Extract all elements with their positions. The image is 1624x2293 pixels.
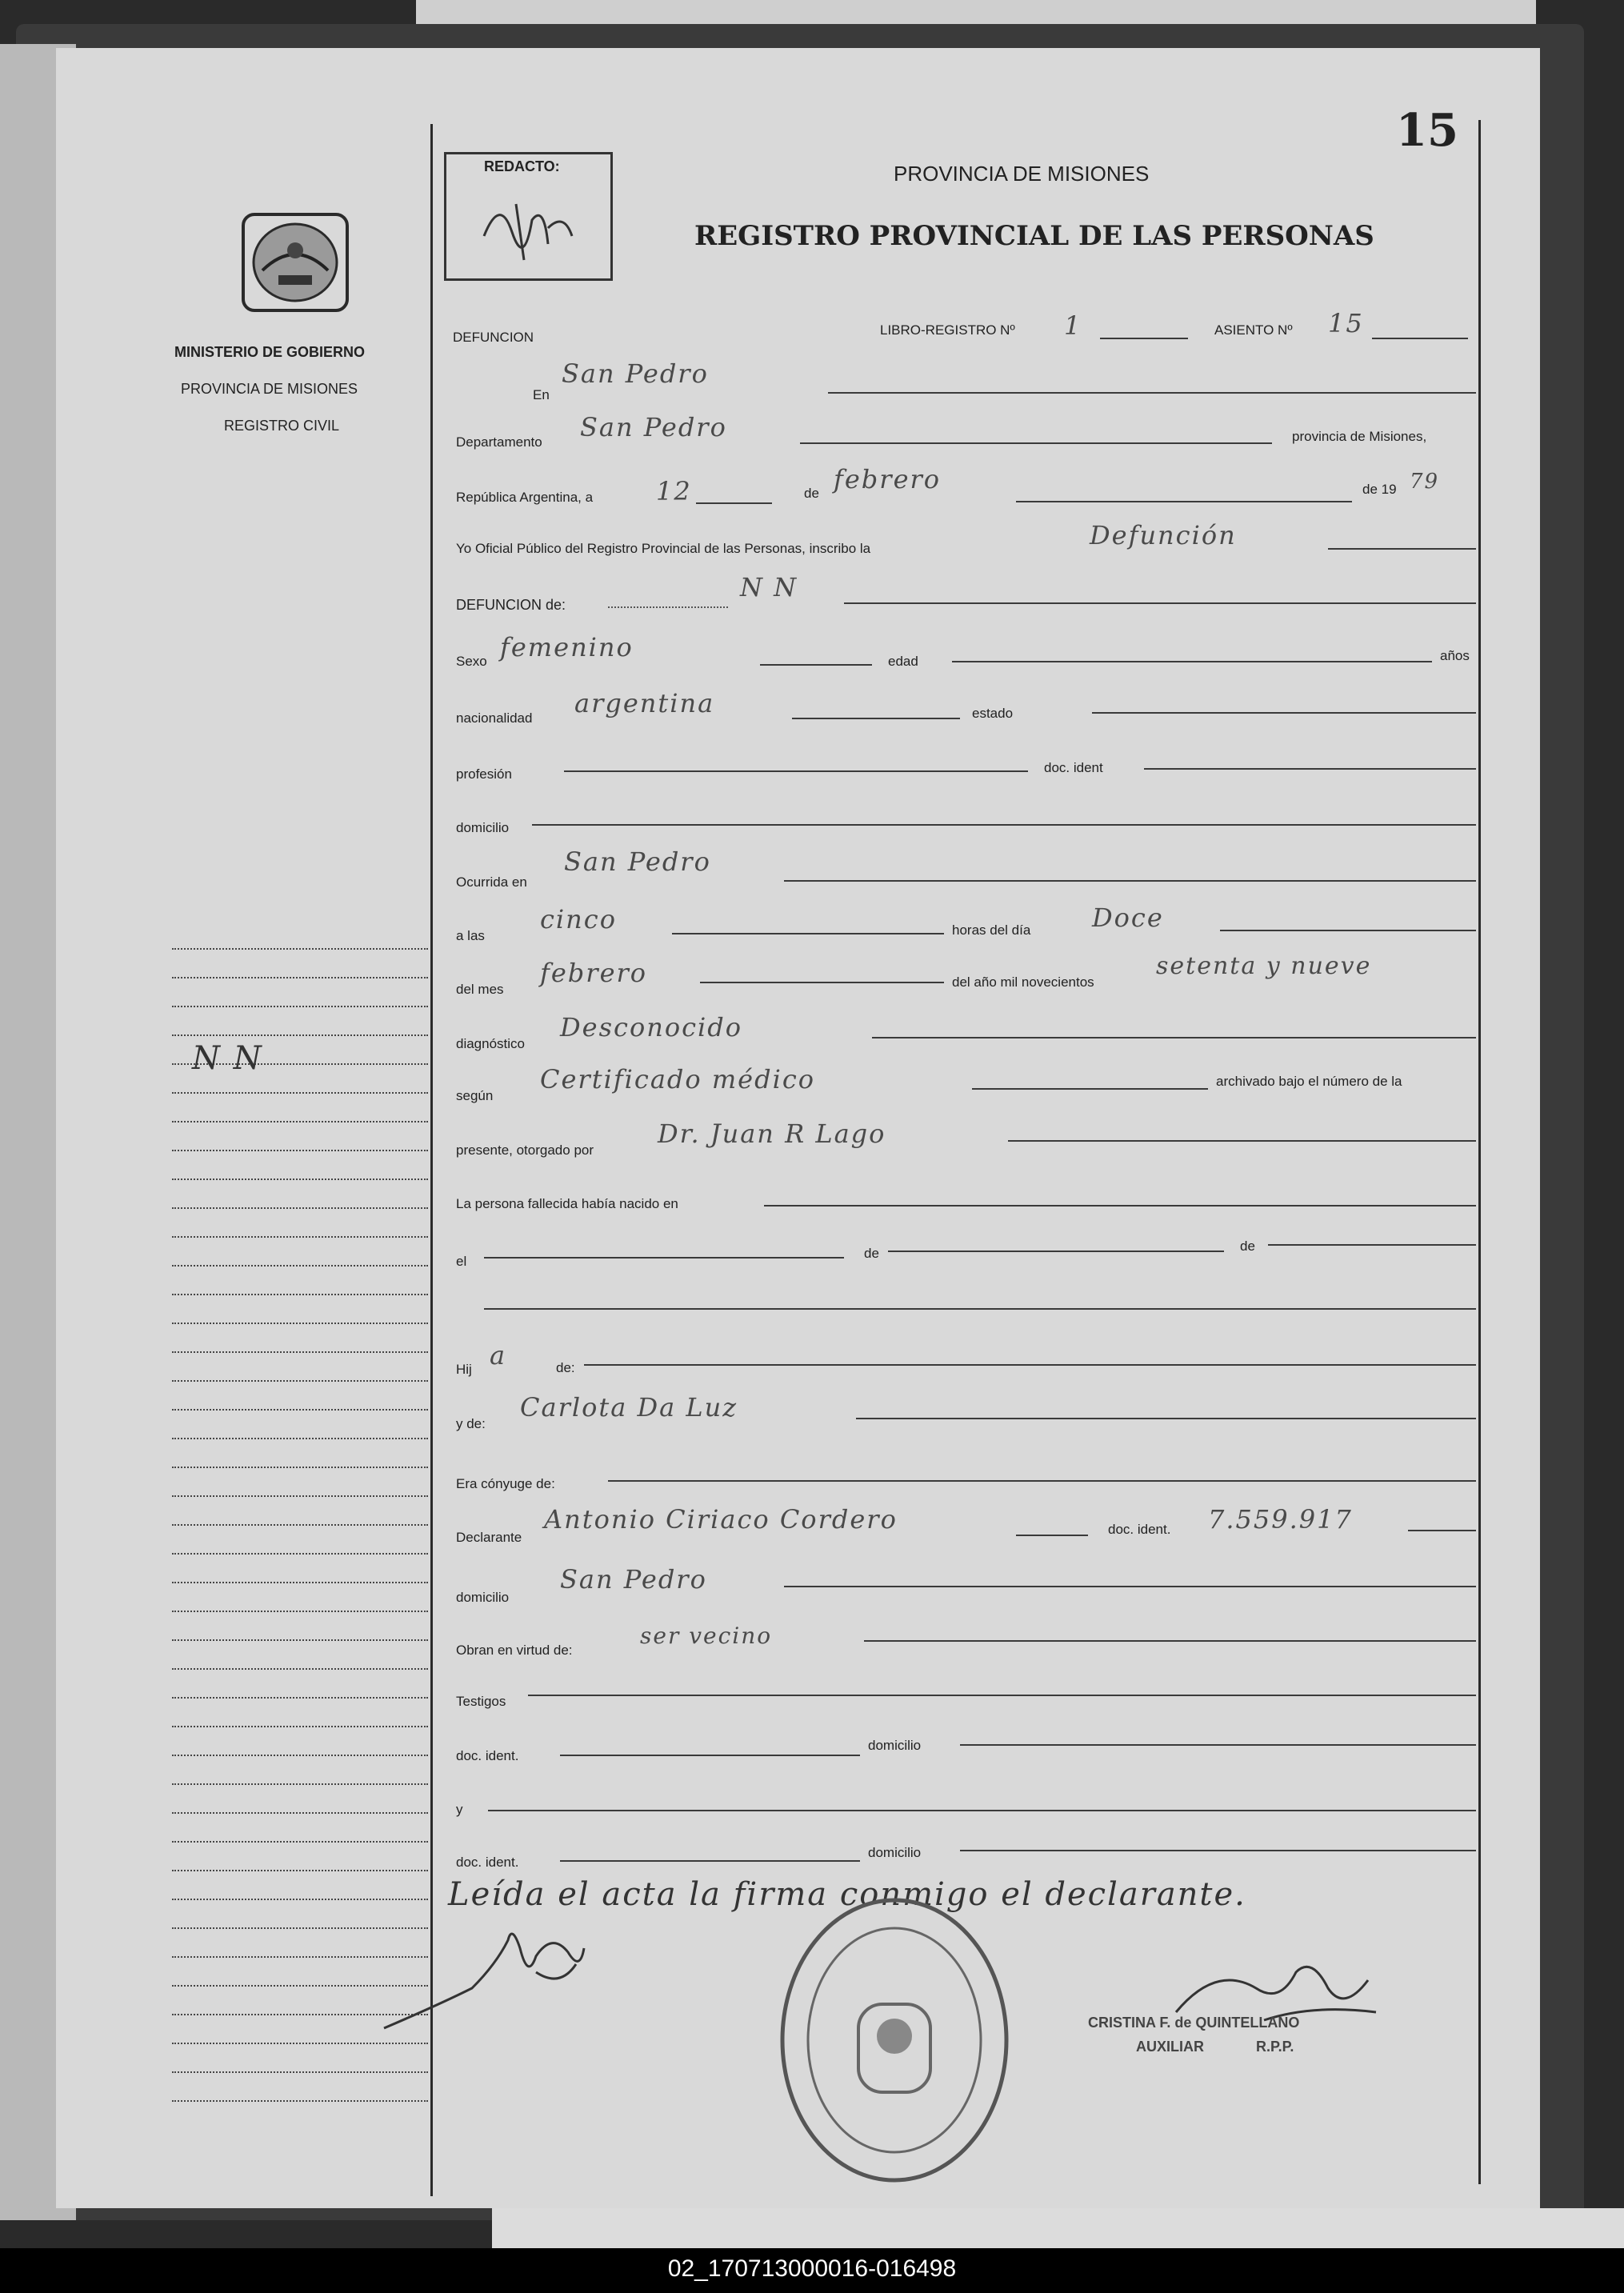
t1-doc-label: doc. ident.: [456, 1748, 519, 1763]
asiento-value: 15: [1328, 308, 1364, 338]
del-mes-label: del mes: [456, 982, 504, 997]
horas-line: [1220, 930, 1476, 931]
sidebar-note-line: [172, 1092, 428, 1094]
declarante-doc-label: doc. ident.: [1108, 1522, 1171, 1537]
estado-label: estado: [972, 706, 1014, 721]
official-stamp-line1: CRISTINA F. de QUINTELLANO: [1088, 2015, 1300, 2031]
oficial-line: [1328, 548, 1476, 550]
defuncion-de-dotline: [608, 606, 728, 608]
sidebar-note-line: [172, 1553, 428, 1555]
t2-doc-label: doc. ident.: [456, 1855, 519, 1870]
sidebar-note-line: [172, 1899, 428, 1900]
libro-line: [1100, 338, 1188, 339]
sexo-label: Sexo: [456, 654, 487, 669]
sidebar-note-line: [172, 1294, 428, 1295]
dia-line: [696, 502, 772, 504]
sidebar-note-line: [172, 1668, 428, 1670]
sidebar-note-line: [172, 1467, 428, 1468]
ocurrida-line: [784, 880, 1476, 882]
obran-value: ser vecino: [640, 1623, 773, 1649]
asiento-line: [1372, 338, 1468, 339]
ocurrida-label: Ocurrida en: [456, 874, 527, 890]
de-label: de: [804, 486, 819, 501]
t2-doc-line: [560, 1860, 860, 1862]
horas-label: horas del día: [952, 922, 1031, 938]
conyuge-label: Era cónyuge de:: [456, 1476, 555, 1491]
profesion-line: [564, 770, 1028, 772]
departamento-line: [800, 442, 1272, 444]
el-line: [484, 1257, 844, 1259]
defuncion-de-line: [844, 602, 1476, 604]
sidebar-note-line: [172, 2100, 428, 2102]
official-stamp-line3: R.P.P.: [1256, 2039, 1294, 2055]
defuncion-de-label: DEFUNCION de:: [456, 597, 566, 613]
sidebar-note-line: [172, 1179, 428, 1180]
departamento-label: Departamento: [456, 434, 542, 450]
libro-label: LIBRO-REGISTRO Nº: [880, 322, 1015, 338]
presente-label: presente, otorgado por: [456, 1142, 594, 1158]
anio-label: de 19: [1362, 482, 1397, 497]
sidebar-province: PROVINCIA DE MISIONES: [181, 381, 358, 397]
nacionalidad-line: [792, 718, 960, 719]
header-province: PROVINCIA DE MISIONES: [894, 162, 1150, 186]
hij-de-label: de:: [556, 1360, 575, 1375]
sidebar-note-line: [172, 1582, 428, 1583]
t1-doc-line: [560, 1755, 860, 1756]
declarante-line: [1016, 1535, 1088, 1536]
anio-mil-label: del año mil novecientos: [952, 974, 1094, 990]
segun-label: según: [456, 1088, 494, 1103]
sidebar-note-line: [172, 1639, 428, 1641]
sidebar-note-line: [172, 1409, 428, 1411]
sidebar-note-line: [172, 1236, 428, 1238]
sidebar-note-line: [172, 1034, 428, 1036]
sidebar-note-line: [172, 1207, 428, 1209]
mes-line: [1016, 501, 1352, 502]
closing-text: Leída el acta la firma conmigo el declarante.: [448, 1876, 1246, 1913]
de3-line: [1268, 1244, 1476, 1246]
y-de-value: Carlota Da Luz: [520, 1392, 738, 1423]
en-value: San Pedro: [562, 358, 709, 389]
declarante-value: Antonio Ciriaco Cordero: [544, 1504, 898, 1535]
sidebar-note-line: [172, 1697, 428, 1699]
nacido-label: La persona fallecida había nacido en: [456, 1196, 678, 1211]
hij-de-line: [584, 1364, 1476, 1366]
segun-value: Certificado médico: [540, 1064, 815, 1094]
defuncion-de-value: N N: [740, 572, 798, 602]
en-label: En: [533, 387, 550, 402]
dia-value: 12: [656, 476, 692, 506]
doc-ident-label: doc. ident: [1044, 760, 1103, 775]
t2-dom-line: [960, 1850, 1476, 1851]
profesion-label: profesión: [456, 766, 512, 782]
sidebar-registry: REGISTRO CIVIL: [224, 418, 340, 434]
redacto-signature: [468, 188, 588, 268]
diagnostico-label: diagnóstico: [456, 1036, 526, 1051]
del-mes-line: [700, 982, 944, 983]
y-line: [488, 1810, 1476, 1811]
estado-line: [1092, 712, 1476, 714]
presente-line: [1008, 1140, 1476, 1142]
provincial-emblem: [238, 206, 352, 318]
sidebar-note-line: [172, 1812, 428, 1814]
de2-line: [888, 1251, 1224, 1252]
right-margin-rule: [1478, 120, 1481, 2184]
sexo-line: [760, 664, 872, 666]
a-las-label: a las: [456, 928, 485, 943]
conyuge-line: [608, 1480, 1476, 1482]
header-title: REGISTRO PROVINCIAL DE LAS PERSONAS: [694, 220, 1374, 252]
departamento-value: San Pedro: [580, 412, 727, 442]
sidebar-note-line: [172, 1323, 428, 1324]
nacionalidad-label: nacionalidad: [456, 710, 533, 726]
sidebar-note-line: [172, 2043, 428, 2044]
registry-seal: [774, 1892, 1014, 2188]
sidebar-note-line: [172, 1121, 428, 1122]
oficial-label: Yo Oficial Público del Registro Provincial de las Personas, inscribo la: [456, 541, 871, 556]
anios-label: años: [1440, 648, 1470, 663]
declarant-signature: [376, 1916, 640, 2036]
sidebar-note-line: [172, 1150, 428, 1151]
sexo-value: femenino: [500, 632, 634, 662]
sidebar-note-line: [172, 1783, 428, 1785]
top-sheet-edge: [416, 0, 1536, 24]
archivado-label: archivado bajo el número de la: [1216, 1074, 1402, 1089]
presente-value: Dr. Juan R Lago: [658, 1118, 886, 1149]
redacto-label: REDACTO:: [484, 158, 560, 174]
anio-mil-value: setenta y nueve: [1156, 952, 1372, 980]
sidebar-note-line: [172, 1726, 428, 1727]
y-label: y: [456, 1802, 463, 1817]
decl-domicilio-value: San Pedro: [560, 1564, 707, 1595]
de3-label: de: [1240, 1239, 1255, 1254]
sidebar-note-line: [172, 1755, 428, 1756]
horas-value: Doce: [1092, 902, 1164, 933]
blank-line-1: [484, 1308, 1476, 1310]
left-margin-rule: [430, 124, 433, 2196]
sidebar-note-line: [172, 1870, 428, 1871]
republica-label: República Argentina, a: [456, 490, 594, 505]
sidebar-margin-note: N N: [192, 1040, 263, 1077]
diagnostico-line: [872, 1037, 1476, 1038]
asiento-label: ASIENTO Nº: [1214, 322, 1293, 338]
testigos-line: [528, 1695, 1476, 1696]
declarante-doc-line: [1408, 1530, 1476, 1531]
a-las-line: [672, 933, 944, 934]
mes-value: febrero: [834, 464, 942, 494]
sidebar-note-line: [172, 1265, 428, 1267]
t1-dom-label: domicilio: [868, 1738, 922, 1753]
act-type-label: DEFUNCION: [453, 330, 534, 345]
hij-value: a: [490, 1340, 507, 1371]
sidebar-note-line: [172, 1438, 428, 1439]
libro-value: 1: [1064, 310, 1082, 341]
anio-value: 79: [1410, 470, 1440, 494]
hij-label: Hij: [456, 1362, 472, 1377]
sidebar-note-line: [172, 1841, 428, 1843]
del-mes-value: febrero: [540, 958, 648, 988]
testigos-label: Testigos: [456, 1694, 506, 1709]
edad-label: edad: [888, 654, 918, 669]
nacido-line: [764, 1205, 1476, 1207]
sidebar-note-line: [172, 1611, 428, 1612]
domicilio-line: [532, 824, 1476, 826]
domicilio-label: domicilio: [456, 820, 510, 835]
official-stamp-line2: AUXILIAR: [1136, 2039, 1204, 2055]
a-las-value: cinco: [540, 904, 617, 934]
declarante-doc-value: 7.559.917: [1208, 1504, 1353, 1535]
y-de-label: y de:: [456, 1416, 486, 1431]
image-caption: 02_170713000016-016498: [667, 2255, 957, 2282]
sidebar-note-line: [172, 1006, 428, 1007]
doc-ident-line: [1144, 768, 1476, 770]
de2-label: de: [864, 1246, 879, 1261]
edad-line: [952, 661, 1432, 662]
sidebar-note-line: [172, 1380, 428, 1382]
decl-domicilio-line: [784, 1586, 1476, 1587]
sidebar-note-line: [172, 948, 428, 950]
decl-domicilio-label: domicilio: [456, 1590, 510, 1605]
ocurrida-value: San Pedro: [564, 846, 711, 877]
sidebar-ministry: MINISTERIO DE GOBIERNO: [174, 344, 366, 360]
el-label: el: [456, 1254, 467, 1269]
declarante-label: Declarante: [456, 1530, 522, 1545]
sidebar-note-line: [172, 1524, 428, 1526]
obran-line: [864, 1640, 1476, 1642]
sidebar-note-line: [172, 1495, 428, 1497]
nacionalidad-value: argentina: [574, 688, 715, 718]
sidebar-note-line: [172, 2071, 428, 2073]
diagnostico-value: Desconocido: [560, 1012, 742, 1042]
sidebar-note-line: [172, 977, 428, 978]
oficial-value: Defunción: [1090, 520, 1237, 550]
en-line: [828, 392, 1476, 394]
obran-label: Obran en virtud de:: [456, 1643, 573, 1658]
sidebar-note-line: [172, 1351, 428, 1353]
bottom-paper-strip: [492, 2208, 1624, 2248]
page-number: 15: [1396, 104, 1458, 157]
y-de-line: [856, 1418, 1476, 1419]
t1-dom-line: [960, 1744, 1476, 1746]
segun-line: [972, 1088, 1208, 1090]
provincia-suffix: provincia de Misiones,: [1292, 429, 1427, 444]
t2-dom-label: domicilio: [868, 1845, 922, 1860]
